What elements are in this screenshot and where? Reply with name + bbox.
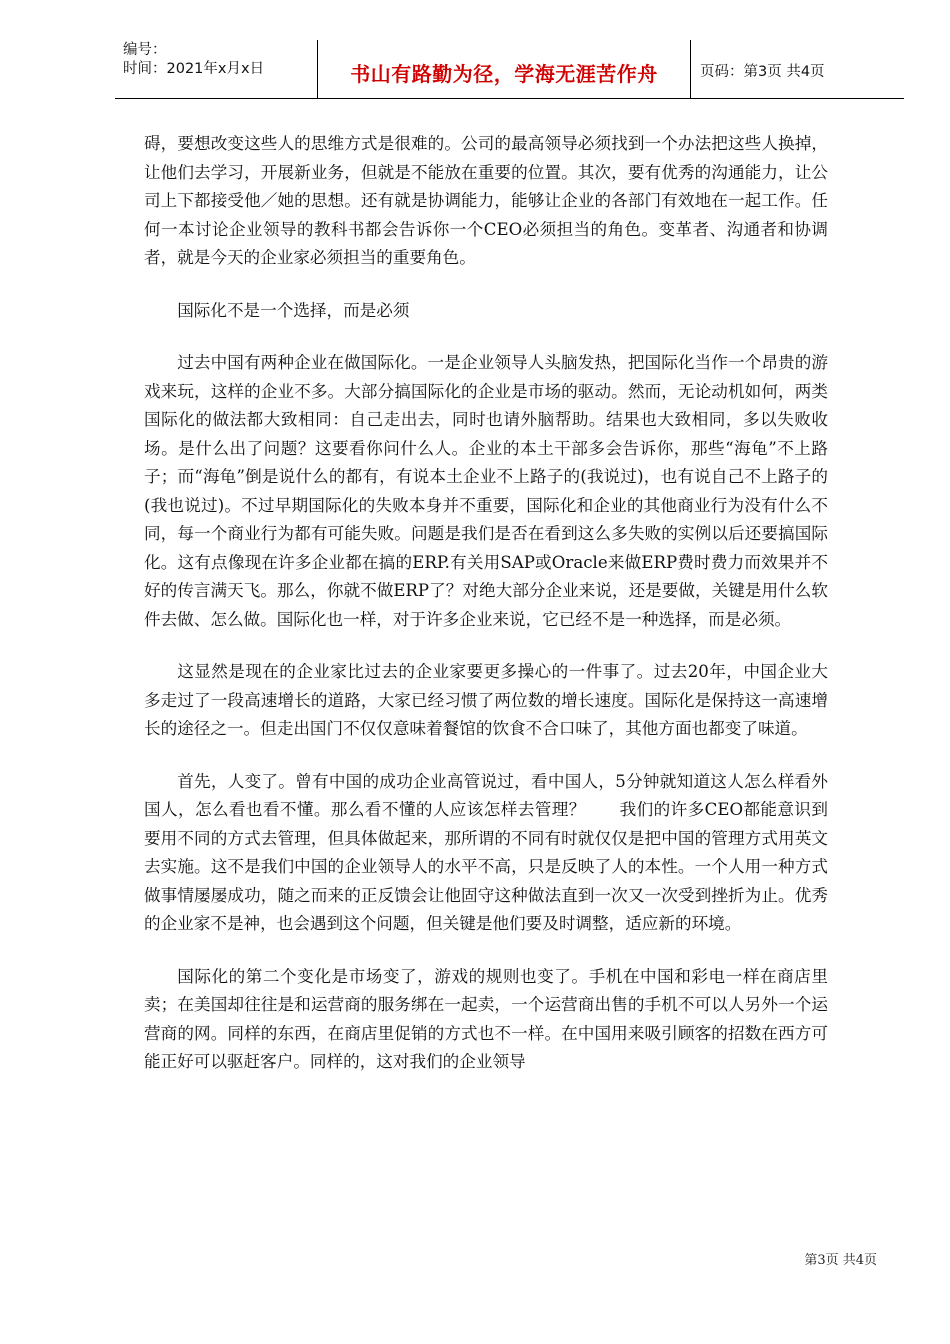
header-page-code: 页码：第3页 共4页	[700, 64, 825, 80]
document-date-label: 时间：2021年x月x日	[123, 61, 265, 77]
page-footer-number: 第3页 共4页	[804, 1253, 877, 1268]
header-motto: 书山有路勤为径，学海无涯苦作舟	[318, 40, 691, 98]
document-body	[144, 130, 828, 1101]
paragraph: 国际化的第二个变化是市场变了，游戏的规则也变了。手机在中国和彩电一样在商店里卖；在美国却往往是和运营商的服务绑在一起卖，一个运营商出售的手机不可以人另外一个运营商的网。同样的东西，在商店里促销的方式也不一样。在中国用来吸引顾客的招数在西方可能正好可以驱赶客户。同样的，这对我们的企业领导	[144, 966, 828, 1071]
paragraph: 这显然是现在的企业家比过去的企业家要更多操心的一件事了。过去20年，中国企业大多走过了一段高速增长的道路，大家已经习惯了两位数的增长速度。国际化是保持这一高速增长的途径之一。但走出国门不仅仅意味着餐馆的饮食不合口味了，其他方面也都变了味道。	[144, 662, 828, 738]
header-meta-cell	[115, 40, 318, 98]
section-heading: 国际化不是一个选择，而是必须	[177, 300, 410, 320]
page-header	[115, 40, 904, 99]
paragraph: 过去中国有两种企业在做国际化。一是企业领导人头脑发热，把国际化当作一个昂贵的游戏来玩，这样的企业不多。大部分搞国际化的企业是市场的驱动。然而，无论动机如何，两类国际化的做法都大致相同：自己走出去，同时也请外脑帮助。结果也大致相同，多以失败收场。是什么出了问题？这要看你问什么人。企业的本土干部多会告诉你，那些“海龟”不上路子；而“海龟”倒是说什么的都有，有说本土企业不上路子的(我说过)，也有说自己不上路子的(我也说过)。不过早期国际化的失败本身并不重要，国际化和企业的其他商业行为没有什么不同，每一个商业行为都有可能失败。问题是我们是否在看到这么多失败的实例以后还要搞国际化。这有点像现在许多企业都在搞的ERP.有关用SAP或Oracle来做ERP费时费力而效果并不好的传言满天飞。那么，你就不做ERP了？对绝大部分企业来说，还是要做，关键是用什么软件去做、怎么做。国际化也一样，对于许多企业来说，它已经不是一种选择，而是必须。	[144, 353, 828, 629]
paragraph: 首先，人变了。曾有中国的成功企业高管说过，看中国人，5分钟就知道这人怎么样看外国人，怎么看也看不懂。那么看不懂的人应该怎样去管理？ 我们的许多CEO都能意识到要用不同的方式去管理，但具体做起来，那所谓的不同有时就仅仅是把中国的管理方式用英文去实施。这不是我们中国的企业领导人的水平不高，只是反映了人的本性。一个人用一种方式做事情屡屡成功，随之而来的正反馈会让他固守这种做法直到一次又一次受到挫折为止。优秀的企业家不是神，也会遇到这个问题，但关键是他们要及时调整，适应新的环境。	[144, 771, 828, 933]
document-number-label: 编号：	[123, 42, 167, 58]
paragraph-continuation: 碍，要想改变这些人的思维方式是很难的。公司的最高领导必须找到一个办法把这些人换掉，让他们去学习，开展新业务，但就是不能放在重要的位置。其次，要有优秀的沟通能力，让公司上下都接受他／她的思想。还有就是协调能力，能够让企业的各部门有效地在一起工作。任何一本讨论企业领导的教科书都会告诉你一个CEO必须担当的角色。变革者、沟通者和协调者，就是今天的企业家必须担当的重要角色。	[144, 134, 828, 267]
